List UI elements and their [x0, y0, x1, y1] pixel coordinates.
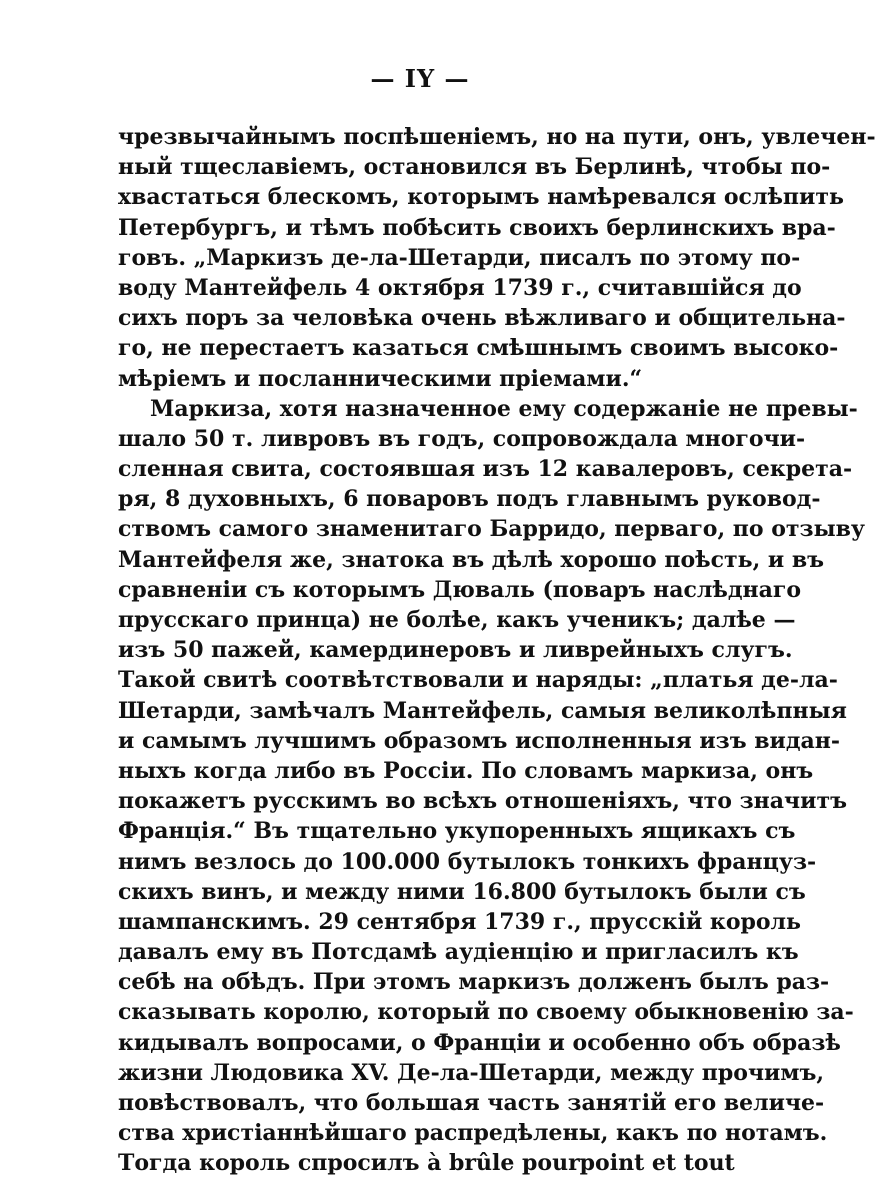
text-line: ный тщеславіемъ, остановился въ Берлинѣ, чтобы по-	[118, 154, 831, 181]
text-line: шампанскимъ. 29 сентября 1739 г., прусскій король	[118, 908, 801, 935]
text-line: ствомъ самого знаменитаго Барридо, перваго, по отзыву	[118, 516, 866, 543]
text-line: и самымъ лучшимъ образомъ исполненныя изъ видан-	[118, 727, 841, 754]
body-text	[118, 122, 876, 1179]
text-line: сравненіи съ которымъ Дюваль (поваръ наслѣднаго	[118, 576, 802, 603]
text-line: воду Мантейфель 4 октября 1739 г., считавшійся до	[118, 274, 802, 301]
text-line: давалъ ему въ Потсдамѣ аудіенцію и пригласилъ къ	[118, 939, 799, 966]
text-line: шало 50 т. ливровъ въ годъ, сопровождала многочи-	[118, 425, 806, 452]
text-line: го, не перестаетъ казаться смѣшнымъ своимъ высоко-	[118, 335, 839, 362]
text-line: себѣ на обѣдъ. При этомъ маркизъ долженъ былъ раз-	[118, 969, 830, 996]
page-number: — IY —	[370, 64, 470, 93]
text-line: Такой свитѣ соотвѣтствовали и наряды: „платья де-ла-	[118, 667, 838, 694]
text-line: ныхъ когда либо въ Россіи. По словамъ маркиза, онъ	[118, 757, 814, 784]
text-line: Мантейфеля же, знатока въ дѣлѣ хорошо поѣсть, и въ	[118, 546, 825, 573]
text-line: кидывалъ вопросами, о Франціи и особенно объ образѣ	[118, 1029, 841, 1056]
text-line: жизни Людовика XV. Де-ла-Шетарди, между прочимъ,	[118, 1059, 825, 1086]
text-line: скихъ винъ, и между ними 16.800 бутылокъ были съ	[118, 878, 806, 905]
text-line: хвастаться блескомъ, которымъ намѣревался ослѣпить	[118, 184, 844, 211]
text-line: Тогда король спросилъ à brûle pourpoint et tout	[118, 1150, 735, 1177]
text-line: Шетарди, замѣчалъ Мантейфель, самыя великолѣпныя	[118, 697, 847, 724]
text-line: чрезвычайнымъ поспѣшеніемъ, но на пути, онъ, увлечен-	[118, 124, 876, 150]
text-line: Франція.“ Въ тщательно укупоренныхъ ящикахъ съ	[118, 818, 796, 845]
text-line: ря, 8 духовныхъ, 6 поваровъ подъ главнымъ руковод-	[118, 486, 821, 513]
text-line: покажетъ русскимъ во всѣхъ отношеніяхъ, что значитъ	[118, 788, 847, 815]
text-line: сленная свита, состоявшая изъ 12 кавалеровъ, секрета-	[118, 456, 853, 483]
text-line: повѣствовалъ, что большая часть занятій его величе-	[118, 1090, 825, 1116]
text-line: сихъ поръ за человѣка очень вѣжливаго и общительна-	[118, 305, 846, 332]
text-line: нимъ везлось до 100.000 бутылокъ тонкихъ француз-	[118, 848, 817, 875]
text-line: ства христіаннѣйшаго распредѣлены, какъ по нотамъ.	[118, 1120, 828, 1147]
text-line: Петербургъ, и тѣмъ побѣсить своихъ берлинскихъ вра-	[118, 214, 836, 241]
paragraph-first-line: Маркиза, хотя назначенное ему содержаніе не превы-	[150, 395, 858, 422]
text-line: изъ 50 пажей, камердинеровъ и ливрейныхъ слугъ.	[118, 637, 793, 664]
text-line: прусскаго принца) не болѣе, какъ ученикъ; далѣе —	[118, 607, 796, 633]
text-line: сказывать королю, который по своему обыкновенію за-	[118, 999, 854, 1026]
text-line: говъ. „Маркизъ де-ла-Шетарди, писалъ по этому по-	[118, 244, 801, 271]
text-line: мѣріемъ и посланническими пріемами.“	[118, 365, 643, 392]
